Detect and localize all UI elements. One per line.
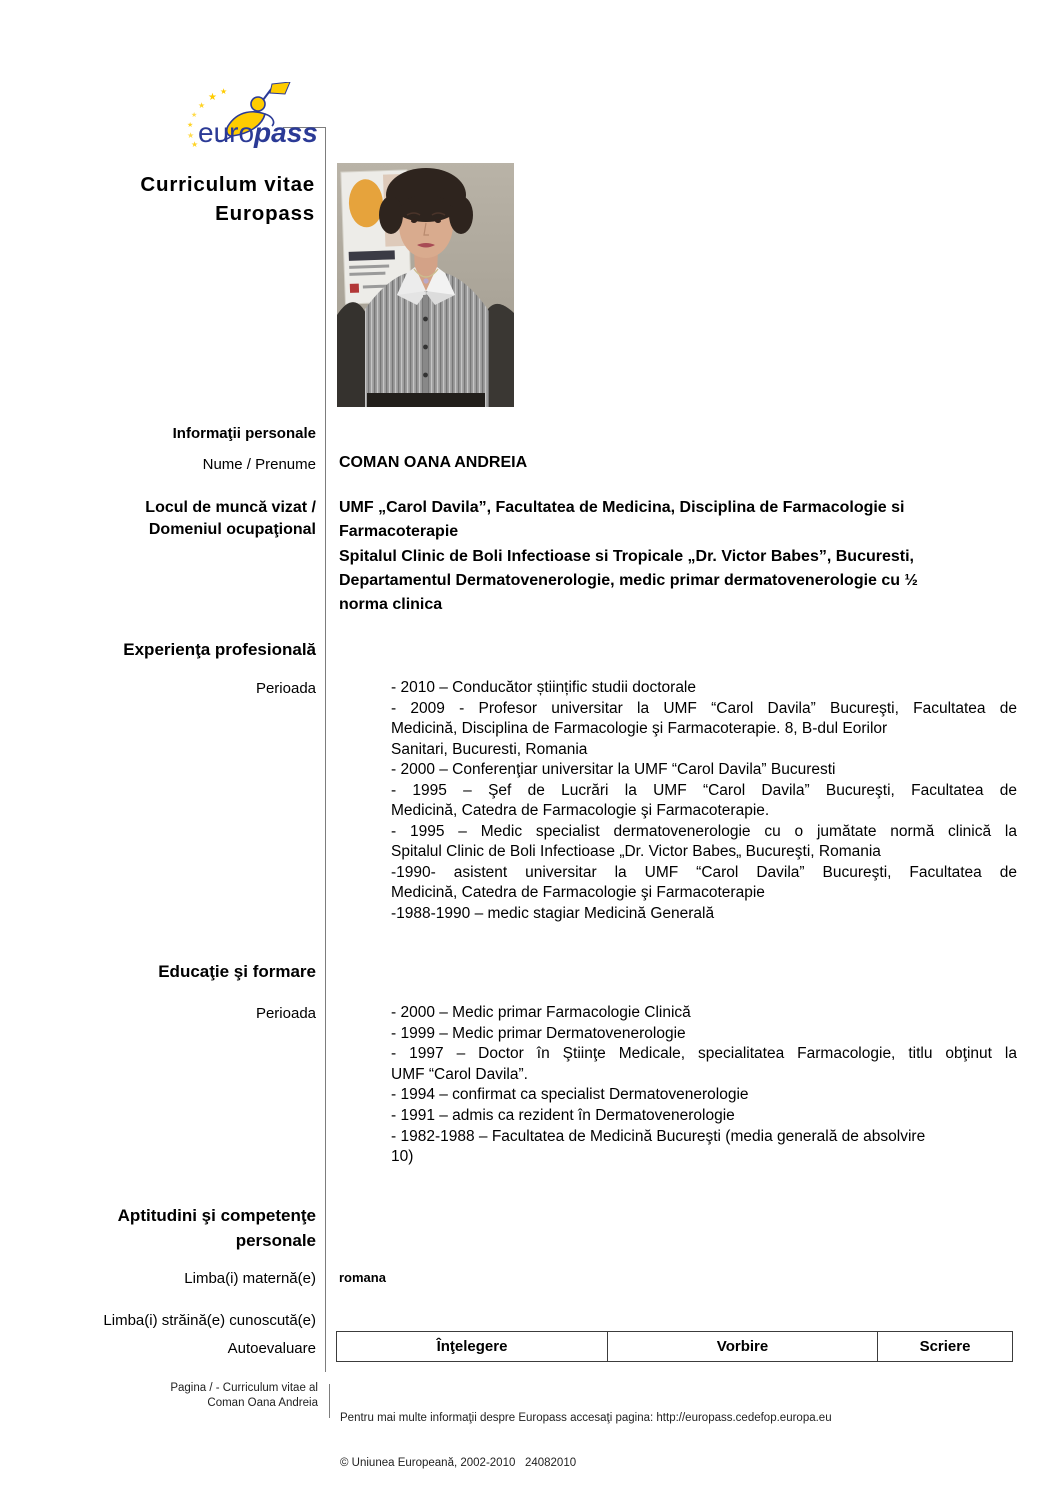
footer-europass-info — [340, 1381, 1040, 1497]
section-label-experience: Experienţa profesională — [123, 640, 316, 659]
table-header-writing: Scriere — [877, 1332, 1012, 1361]
experience-line: -1988-1990 – medic stagiar Medicină Generală — [391, 904, 715, 922]
language-skills-table — [336, 1331, 1013, 1362]
experience-line: - 2010 – Conducător științific studii doctorale — [391, 679, 696, 696]
job-target-line: Departamentul Dermatovenerologie, medic primar dermatovenerologie cu ½ — [339, 571, 918, 589]
experience-line: Medicină, Catedra de Farmacologie şi Farmacoterapie — [391, 884, 765, 901]
education-line: - 1999 – Medic primar Dermatovenerologie — [391, 1024, 686, 1042]
svg-text:★: ★ — [220, 87, 228, 96]
experience-line: Spitalul Clinic de Boli Infectioase „Dr. Victor Babes„ Bucureşti, Romania — [391, 843, 881, 860]
section-label-skills — [0, 1203, 316, 1253]
experience-line: Sanitari, Bucuresti, Romania — [391, 740, 588, 758]
education-line: - 1997 – Doctor în Ştiinţe Medicale, specialitatea Farmacologie, titlu obţinut la — [391, 1045, 1017, 1063]
job-target-label-line1: Locul de muncă vizat / — [145, 499, 316, 516]
table-header-speaking: Vorbire — [607, 1332, 877, 1361]
footer-copyright-line: © Uniunea Europeană, 2002-2010 24082010 — [340, 1457, 577, 1469]
section-label-personal-info: Informaţii personale — [172, 425, 316, 442]
footer-page-info — [0, 1381, 318, 1411]
column-divider-line — [325, 127, 326, 1372]
job-target-line: Farmacoterapie — [339, 523, 459, 541]
page-title-line1: Curriculum vitae — [140, 173, 315, 196]
education-line: - 1994 – confirmat ca specialist Dermatovenerologie — [391, 1086, 749, 1104]
experience-period-label: Perioada — [255, 680, 316, 697]
table-header-understanding: Înţelegere — [436, 1338, 508, 1355]
section-label-education: Educaţie şi formare — [158, 962, 316, 981]
mother-tongue-value: romana — [339, 1270, 386, 1285]
svg-text:★: ★ — [191, 140, 199, 148]
experience-line: - 1995 – Medic specialist dermatovenerologie cu o jumătate normă clinică la — [391, 822, 1017, 840]
mother-tongue-label: Limba(i) maternă(e) — [184, 1270, 316, 1287]
education-period-label: Perioada — [255, 1005, 316, 1022]
education-line: - 2000 – Medic primar Farmacologie Clinică — [391, 1004, 691, 1021]
education-line: UMF “Carol Davila”. — [391, 1065, 528, 1083]
footer-page-line: Pagina / - Curriculum vitae al — [170, 1382, 318, 1394]
svg-text:★: ★ — [187, 131, 195, 140]
svg-text:★: ★ — [198, 101, 206, 110]
logo-wordmark: europass — [198, 117, 318, 148]
self-assessment-label: Autoevaluare — [227, 1340, 316, 1357]
job-target-label-line2: Domeniul ocupaţional — [148, 521, 316, 538]
education-line: - 1991 – admis ca rezident în Dermatovenerologie — [391, 1106, 735, 1124]
experience-details — [391, 678, 1017, 924]
foreign-language-label: Limba(i) străină(e) cunoscută(e) — [103, 1312, 316, 1329]
page-title — [0, 170, 315, 228]
footer-author-line: Coman Oana Andreia — [207, 1397, 318, 1409]
name-label: Nume / Prenume — [202, 456, 316, 473]
portrait-photo — [337, 163, 514, 407]
job-target-value — [339, 496, 1017, 617]
experience-line: Medicină, Catedra de Farmacologie şi Farmacoterapie. — [391, 802, 770, 819]
footer-url-line: Pentru mai multe informaţii despre Europass accesaţi pagina: http://europass.cedefop.europa.eu — [340, 1412, 832, 1424]
svg-text:★: ★ — [191, 111, 198, 119]
section-label-skills-line2: personale — [235, 1231, 316, 1250]
section-label-skills-line1: Aptitudini şi competenţe — [117, 1206, 316, 1225]
education-line: - 1982-1988 – Facultatea de Medicină Bucureşti (media generală de absolvire — [391, 1127, 926, 1145]
education-details — [391, 1003, 1017, 1168]
job-target-line: UMF „Carol Davila”, Facultatea de Medicina, Disciplina de Farmacologie si — [339, 499, 905, 516]
svg-text:★: ★ — [187, 121, 194, 129]
job-target-label — [0, 497, 316, 541]
europass-logo-graphic — [168, 82, 340, 148]
name-value: COMAN OANA ANDREIA — [339, 454, 528, 471]
job-target-line: Spitalul Clinic de Boli Infectioase si Tropicale „Dr. Victor Babes”, Bucuresti, — [339, 547, 914, 565]
experience-line: - 1995 – Şef de Lucrări la UMF “Carol Davila” Bucureşti, Facultatea de — [391, 781, 1017, 799]
europass-logo — [168, 82, 340, 148]
experience-line: Medicină, Disciplina de Farmacologie şi Farmacoterapie. 8, B-dul Eorilor — [391, 720, 888, 737]
experience-line: -1990- asistent universitar la UMF “Carol Davila” Bucureşti, Facultatea de — [391, 863, 1017, 881]
job-target-line: norma clinica — [339, 596, 443, 614]
svg-text:★: ★ — [208, 92, 217, 103]
footer-divider-line — [329, 1384, 330, 1418]
experience-line: - 2000 – Conferenţiar universitar la UMF “Carol Davila” Bucuresti — [391, 761, 836, 778]
experience-line: - 2009 - Profesor universitar la UMF “Carol Davila” Bucureşti, Facultatea de — [391, 699, 1017, 717]
page-title-line2: Europass — [215, 202, 315, 225]
education-line: 10) — [391, 1148, 414, 1166]
